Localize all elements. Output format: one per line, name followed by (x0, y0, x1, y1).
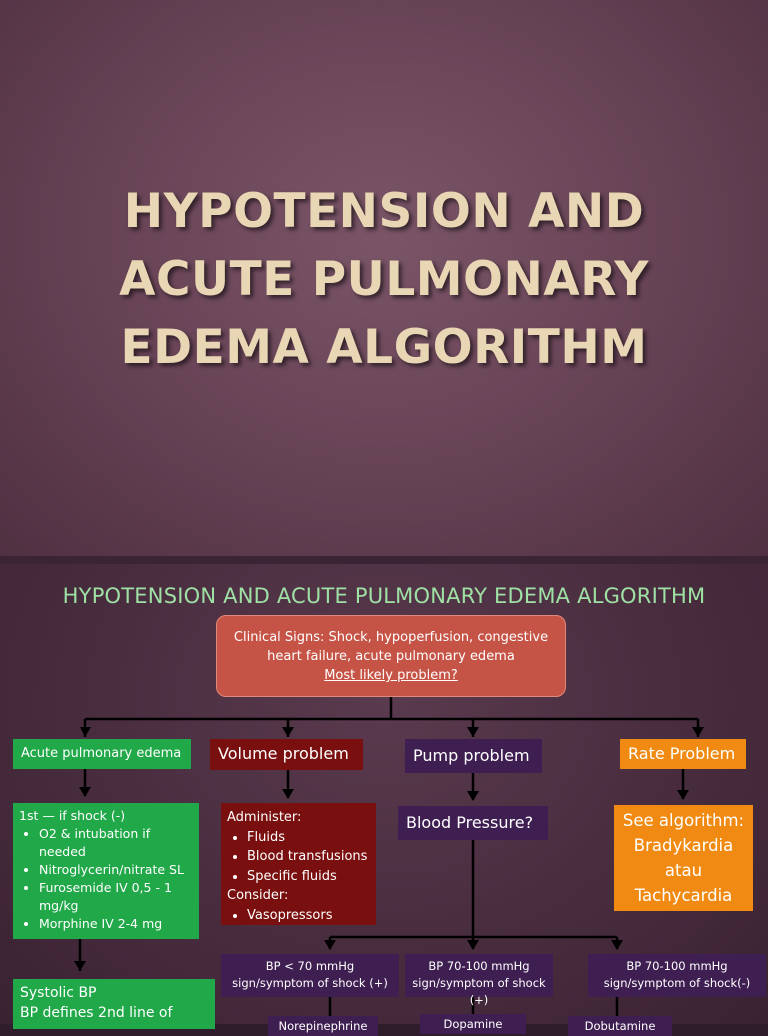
systolic-line-2: BP defines 2nd line of (20, 1005, 173, 1021)
volume-category-box: Volume problem (210, 739, 363, 770)
bp-box-mid-no-shock (588, 954, 766, 997)
drug-box-dobutamine: Dobutamine (568, 1016, 672, 1036)
clinical-signs-box (216, 615, 566, 697)
edema-item: • Furosemide IV 0,5 - 1 mg/kg (39, 879, 193, 915)
volume-administer-list (227, 828, 370, 887)
bp-box-line-1: BP 70-100 mmHg (626, 959, 728, 973)
clinical-line-2: heart failure, acute pulmonary edema (267, 649, 515, 664)
title-line-3: EDEMA ALGORITHM (120, 320, 648, 375)
rate-detail-box (614, 805, 753, 911)
bp-box-line-2: sign/symptom of shock(-) (603, 976, 751, 990)
drug-box-dopamine: Dopamine (420, 1014, 526, 1034)
edema-detail-list (19, 825, 193, 933)
blood-pressure-box: Blood Pressure? (398, 806, 548, 840)
rate-line: atau (664, 861, 703, 880)
edema-detail-header: 1st — if shock (-) (19, 808, 126, 823)
bp-box-mid-shock (405, 954, 553, 1007)
volume-item: • Blood transfusions (247, 847, 370, 867)
volume-detail-box (221, 803, 376, 925)
edema-item: • O2 & intubation if needed (39, 825, 193, 861)
bp-box-line-2: sign/symptom of shock (+) (412, 976, 546, 1007)
volume-consider-item: • Vasopressors (247, 906, 370, 926)
bp-box-line-1: BP 70-100 mmHg (428, 959, 530, 973)
systolic-bp-box (13, 979, 215, 1029)
edema-category-box: Acute pulmonary edema (13, 739, 191, 769)
volume-consider-list (227, 906, 370, 926)
edema-detail-box (13, 803, 199, 939)
title-slide-heading (40, 178, 728, 382)
clinical-line-1: Clinical Signs: Shock, hypoperfusion, congestive (233, 630, 549, 645)
volume-item: • Fluids (247, 828, 370, 848)
algorithm-slide (0, 564, 768, 1033)
algorithm-slide-title: HYPOTENSION AND ACUTE PULMONARY EDEMA ALGORITHM (62, 584, 706, 608)
rate-line: Bradykardia (633, 836, 734, 855)
volume-item: • Specific fluids (247, 867, 370, 887)
rate-category-box: Rate Problem (620, 739, 746, 769)
edema-item: • Morphine IV 2-4 mg (39, 915, 193, 933)
slide-divider (0, 556, 768, 564)
volume-administer-label: Administer: (227, 810, 302, 825)
drug-box-norepinephrine: Norepinephrine (268, 1016, 378, 1036)
rate-line: Tachycardia (634, 886, 733, 905)
pump-category-box: Pump problem (405, 739, 542, 773)
bp-box-low (221, 954, 399, 997)
title-line-1: HYPOTENSION AND (123, 184, 645, 239)
bp-box-line-2: sign/symptom of shock (+) (232, 976, 388, 990)
systolic-line-1: Systolic BP (20, 985, 97, 1001)
bp-box-line-1: BP < 70 mmHg (265, 959, 355, 973)
clinical-line-3: Most likely problem? (324, 668, 458, 683)
title-line-2: ACUTE PULMONARY (119, 252, 649, 307)
rate-line: See algorithm: (622, 811, 745, 830)
edema-item: • Nitroglycerin/nitrate SL (39, 861, 193, 879)
volume-consider-label: Consider: (227, 888, 289, 903)
